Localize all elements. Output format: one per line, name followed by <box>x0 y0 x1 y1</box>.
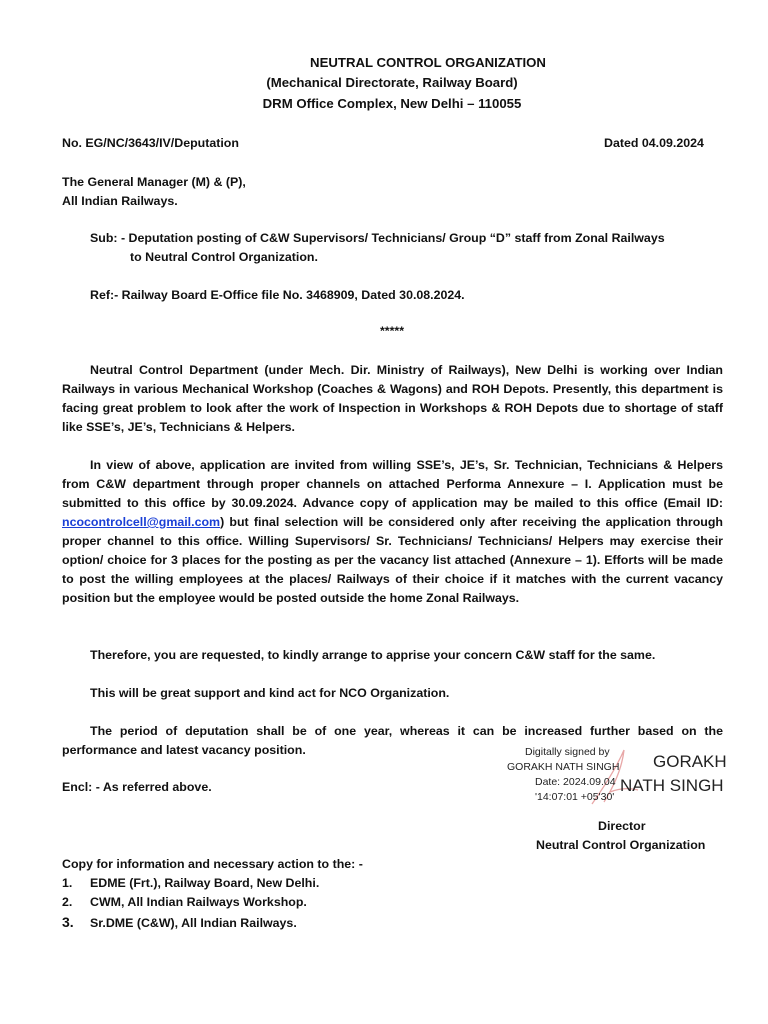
copy-to-item-2-number: 2. <box>62 895 73 909</box>
copy-to-item-1 <box>62 874 319 893</box>
sig-time: '14:07:01 +05'30' <box>535 791 615 803</box>
copy-to-item-3-text: Sr.DME (C&W), All Indian Railways. <box>90 916 297 930</box>
enclosure-line: Encl: - As referred above. <box>62 780 212 794</box>
email-link[interactable]: ncocontrolcell@gmail.com <box>62 515 221 529</box>
letter-number: No. EG/NC/3643/IV/Deputation <box>62 136 239 150</box>
sig-name-line-1: GORAKH <box>653 752 727 771</box>
subject-line-1: Sub: - Deputation posting of C&W Supervisors/ Technicians/ Group “D” staff from Zonal Railways <box>90 231 665 245</box>
sig-signer-name: GORAKH NATH SINGH <box>507 761 620 773</box>
reference-line: Ref:- Railway Board E-Office file No. 3468909, Dated 30.08.2024. <box>90 288 465 302</box>
paragraph-4: This will be great support and kind act for NCO Organization. <box>90 686 450 700</box>
org-address: DRM Office Complex, New Delhi – 110055 <box>262 96 522 111</box>
paragraph-3: Therefore, you are requested, to kindly arrange to apprise your concern C&W staff for the same. <box>90 648 656 662</box>
copy-to-item-1-text: EDME (Frt.), Railway Board, New Delhi. <box>90 876 320 890</box>
paragraph-2-text-a: In view of above, application are invited from willing SSE’s, JE’s, Sr. Technician, Technicians & Helpers from C&W department through proper channels on attached Performa Annexure – I. Application must be submitted to this office by 30.09.2024. Advance copy of application may be mailed to this office (Email ID: <box>62 458 723 510</box>
signatory-organization: Neutral Control Organization <box>536 838 706 852</box>
letter-date: Dated 04.09.2024 <box>604 136 704 150</box>
paragraph-2 <box>62 456 723 608</box>
paragraph-5: The period of deputation shall be of one year, whereas it can be increased further based on the performance and latest vacancy position. <box>62 724 723 757</box>
paragraph-1: Neutral Control Department (under Mech. Dir. Ministry of Railways), New Delhi is working over Indian Railways in various Mechanical Workshop (Coaches & Wagons) and ROH Depots. Presently, this department is facing great problem to look after the work of Inspection in Workshops & ROH Depots due to shortage of staff like SSE’s, JE’s, Technicians & Helpers. <box>62 363 723 434</box>
sig-digitally-signed: Digitally signed by <box>525 746 610 758</box>
sig-name-line-2: NATH SINGH <box>620 776 724 795</box>
addressee-line-1: The General Manager (M) & (P), <box>62 175 246 189</box>
copy-to-intro: Copy for information and necessary action to the: - <box>62 857 363 871</box>
addressee-line-2: All Indian Railways. <box>62 194 178 208</box>
org-directorate: (Mechanical Directorate, Railway Board) <box>266 75 518 90</box>
subject-line-2: to Neutral Control Organization. <box>130 250 318 264</box>
copy-to-item-3-number: 3. <box>62 914 74 930</box>
org-title: NEUTRAL CONTROL ORGANIZATION <box>310 55 546 70</box>
copy-to-item-1-number: 1. <box>62 876 73 890</box>
digital-signature <box>500 744 740 810</box>
copy-to-item-2-text: CWM, All Indian Railways Workshop. <box>90 895 307 909</box>
copy-to-item-2 <box>62 893 307 912</box>
sig-date: Date: 2024.09.04 <box>535 776 616 788</box>
signatory-designation: Director <box>598 819 646 833</box>
paragraph-2-text-b: ) but final selection will be considered only after receiving the application through proper channel to this office. Willing Supervisors/ Sr. Technicians/ Technicians/ Helpers may exercise their option/ choice for 3 places for the posting as per the vacancy list attached (Annexure – 1). Efforts will be made to post the willing employees at the places/ Railways of their choice if it matches with the current vacancy position but the employee would be posted outside the home Zonal Railways. <box>62 515 723 605</box>
separator-stars: ***** <box>379 324 405 338</box>
copy-to-item-3 <box>62 913 297 933</box>
